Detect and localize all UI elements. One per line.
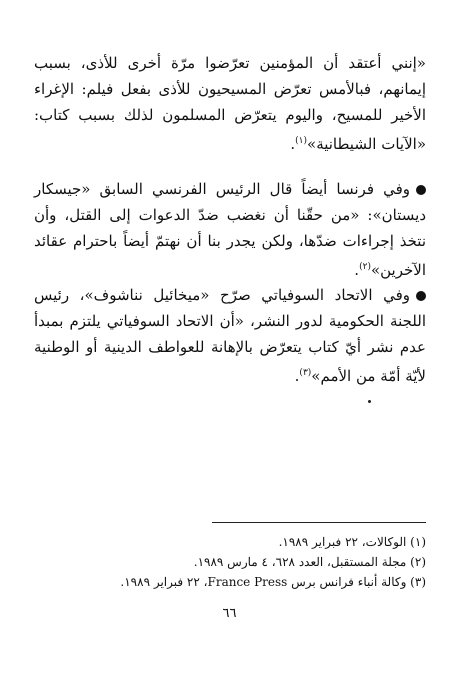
bullet-icon [416, 185, 426, 195]
stray-dot [368, 400, 371, 403]
footnote-ref: (٢) [359, 262, 371, 272]
paragraph-quote-believers [34, 50, 426, 157]
footnote-3: (٣) وكالة أنباء فرانس برس France Press، ٢٢ فبراير ١٩٨٩. [120, 575, 426, 589]
footnote-ref: (١) [295, 136, 308, 146]
paragraph-end: . [290, 135, 296, 153]
bullet-icon [416, 291, 426, 301]
paragraph-text: وفي الاتحاد السوفياتي صرّح «ميخائيل نناشوف»، رئيس اللجنة الحكومية لدور النشر، «أن الاتحاد السوفياتي يلتزم بمبدأ عدم نشر أيّ كتاب يتعرّض بالإهانة للعواطف الدينية أو الوطنية لأيّة أمّة من الأمم» [34, 286, 426, 385]
paragraph-france [34, 176, 426, 283]
paragraph-soviet [34, 282, 426, 389]
paragraph-text: وفي فرنسا أيضاً قال الرئيس الفرنسي السابق «جيسكار ديستان»: «من حقّنا أن نغضب ضدّ الدعوات إلى القتل، وأن نتخذ إجراءات ضدّها، ولكن يجدر بنا أن نهتمّ أيضاً باحترام عقائد الآخرين» [34, 180, 426, 279]
footnote-1: (١) الوكالات، ٢٢ فبراير ١٩٨٩. [278, 535, 426, 549]
footnote-ref: (٣) [299, 368, 312, 378]
paragraph-text: «إنني أعتقد أن المؤمنين تعرّضوا مرّة أخرى للأذى، بسبب إيمانهم، فبالأمس تعرّض المسيحيون للأذى بفعل فيلم: الإغراء الأخير للمسيح، واليوم يتعرّض المسلمون لذلك بسبب كتاب: «الآيات الشيطانية» [34, 54, 426, 153]
paragraph-end: . [294, 367, 300, 385]
paragraph-end: . [354, 261, 360, 279]
footnote-2: (٢) مجلة المستقبل، العدد ٦٢٨، ٤ مارس ١٩٨٩. [193, 555, 426, 569]
footnote-rule [212, 522, 426, 523]
page-number: ٦٦ [222, 606, 237, 621]
